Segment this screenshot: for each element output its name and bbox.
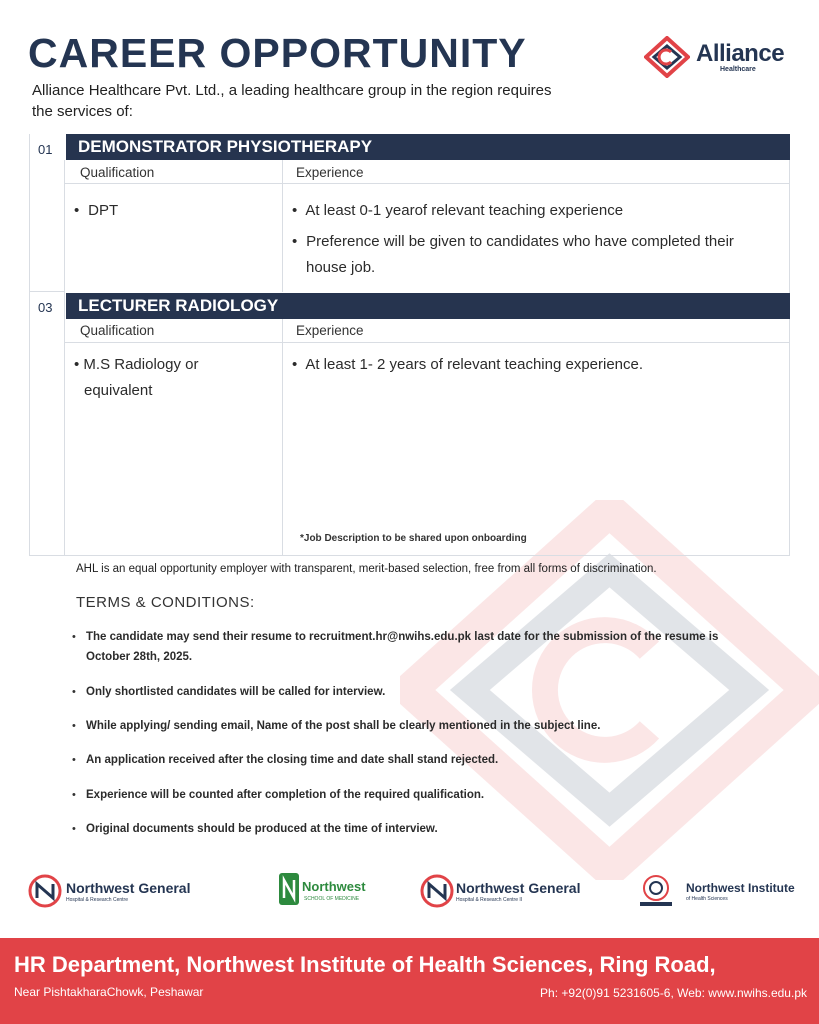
bullet: •	[72, 754, 76, 766]
job-number: 01	[38, 142, 53, 157]
term-item: While applying/ sending email, Name of the post shall be clearly mentioned in the subject line.	[86, 720, 601, 732]
table-number-rule	[29, 291, 65, 292]
table-border-right	[789, 160, 790, 556]
logo-brand-text: Alliance	[696, 40, 785, 67]
experience-header: Experience	[296, 165, 364, 180]
bullet: •	[72, 823, 76, 835]
experience-item: • Preference will be given to candidates who have completed their house job.	[292, 233, 734, 276]
partner-logo-nwgh2: Northwest General Hospital & Research Centre II	[420, 870, 600, 910]
bullet: •	[72, 789, 76, 801]
qualification-header: Qualification	[80, 323, 155, 338]
intro-text: Alliance Healthcare Pvt. Ltd., a leading healthcare group in the region requires the services of:	[32, 82, 552, 120]
term-item: The candidate may send their resume to recruitment.hr@nwihs.edu.pk last date for the submission of the resume is October 28th, 2025.	[86, 631, 719, 663]
table-header-rule-2	[64, 342, 790, 343]
footer-address-line1: HR Department, Northwest Institute of Health Sciences, Ring Road,	[14, 952, 716, 977]
table-divider-col2	[282, 319, 283, 556]
footer-contact: Ph: +92(0)91 5231605-6, Web: www.nwihs.edu.pk	[540, 986, 807, 1000]
nwgh-logo-icon	[28, 874, 62, 908]
table-border-bottom	[29, 555, 790, 556]
experience-item: • At least 1- 2 years of relevant teaching experience.	[292, 356, 644, 373]
term-item: Experience will be counted after completion of the required qualification.	[86, 789, 485, 801]
table-header-rule-1	[64, 183, 790, 184]
alliance-logo	[644, 36, 804, 78]
table-divider-col1	[282, 160, 283, 292]
job-number: 03	[38, 300, 53, 315]
experience-item: • At least 0-1 yearof relevant teaching experience	[292, 202, 624, 219]
nwsm-logo-icon	[278, 872, 300, 906]
table-border-left	[29, 134, 30, 556]
alliance-logo-icon	[644, 36, 690, 78]
partner-logo-nwsm: Northwest SCHOOL OF MEDICINE	[278, 870, 368, 910]
nwgh2-logo-icon	[420, 874, 454, 908]
terms-title: TERMS & CONDITIONS:	[76, 594, 255, 611]
job-description-note: *Job Description to be shared upon onboarding	[300, 533, 527, 544]
partner-logo-nwihs: Northwest Institute of Health Sciences	[636, 870, 812, 910]
term-item: An application received after the closing time and date shall stand rejected.	[86, 754, 499, 766]
table-divider-number	[64, 160, 65, 556]
term-item: Original documents should be produced at the time of interview.	[86, 823, 438, 835]
logo-sub-text: Healthcare	[720, 66, 756, 73]
job-title-bar: DEMONSTRATOR PHYSIOTHERAPY	[66, 134, 790, 160]
job-title-bar: LECTURER RADIOLOGY	[66, 293, 790, 319]
qualification-header: Qualification	[80, 165, 155, 180]
bullet: •	[72, 720, 76, 732]
equal-opportunity-statement: AHL is an equal opportunity employer with transparent, merit-based selection, free from all forms of discrimination.	[76, 563, 657, 575]
bullet: •	[72, 686, 76, 698]
bullet: •	[72, 631, 76, 643]
qualification-item: • M.S Radiology or equivalent	[74, 356, 199, 399]
footer-address-line2: Near PishtakharaChowk, Peshawar	[14, 985, 204, 999]
qualification-item: • DPT	[74, 202, 119, 219]
term-item: Only shortlisted candidates will be called for interview.	[86, 686, 386, 698]
partner-logo-nwgh: Northwest General Hospital & Research Centre	[28, 870, 208, 910]
experience-header: Experience	[296, 323, 364, 338]
footer	[0, 938, 819, 1024]
page-title: CAREER OPPORTUNITY	[28, 30, 527, 76]
nwihs-logo-icon	[636, 874, 676, 908]
